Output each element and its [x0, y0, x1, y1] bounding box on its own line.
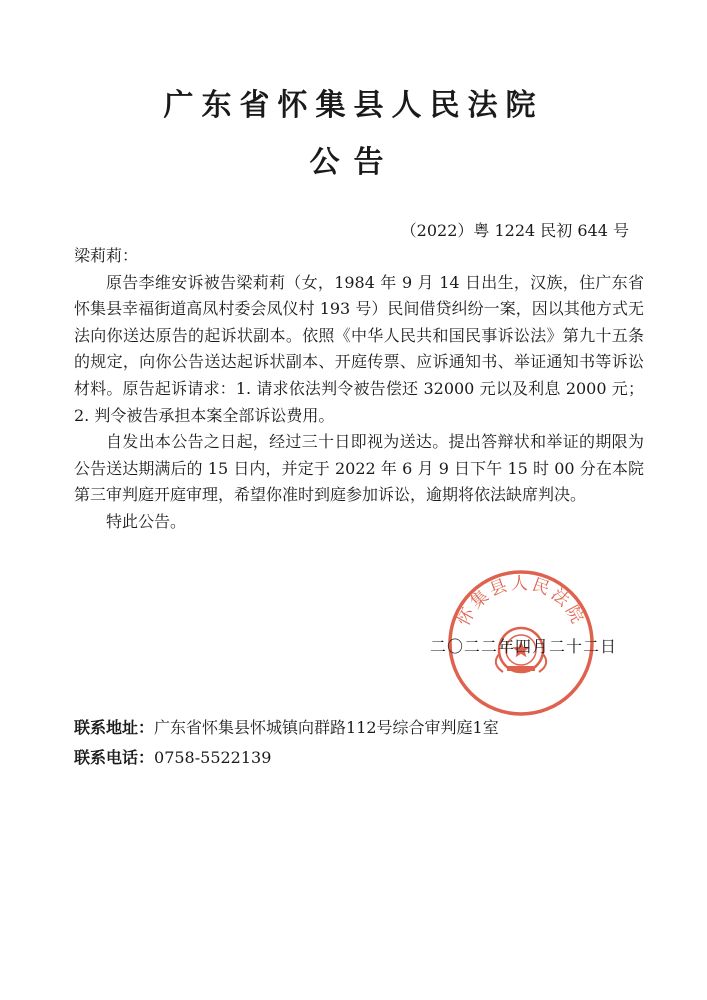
paragraph-claim: 原告李维安诉被告梁莉莉（女，1984 年 9 月 14 日出生，汉族，住广东省怀集县幸福街道高凤村委会凤仪村 193 号）民间借贷纠纷一案，因以其他方式无法向你送达原告的起诉状副本。依照《中华人民共和国民事诉讼法》第九十五条的规定，向你公告送达起诉状副本、开庭传票、应诉通知书、举证通知书等诉讼材料。原告起诉请求：1. 请求依法判令被告偿还 32000 元以及利息 2000 元；2. 判令被告承担本案全部诉讼费用。: [74, 272, 644, 425]
svg-text:怀集县人民法院: 怀集县人民法院: [453, 573, 589, 630]
court-name-title: 广东省怀集县人民法院: [163, 88, 544, 123]
paragraph-schedule: 自发出本公告之日起，经过三十日即视为送达。提出答辩状和举证的期限为公告送达期满后的 15 日内，并定于 2022 年 6 月 9 日下午 15 时 00 分在本院第三审判庭开庭审理，希望你准时到庭参加诉讼，逾期将依法缺席判决。: [74, 432, 644, 505]
contact-phone: [74, 745, 271, 768]
contact-phone-label: 联系电话：: [74, 748, 155, 767]
contact-address-value: 广东省怀集县怀城镇向群路112号综合审判庭1室: [154, 718, 499, 737]
document-type-title: 公告: [309, 145, 398, 180]
paragraph-closing: 特此公告。: [106, 511, 187, 531]
case-number: （2022）粤 1224 民初 644 号: [400, 221, 629, 240]
notice-body: [74, 243, 644, 536]
notice-date: 二〇二二年四月二十二日: [430, 637, 618, 656]
contact-address: [74, 715, 499, 738]
addressee: 梁莉莉：: [74, 246, 139, 265]
contact-address-label: 联系地址：: [74, 718, 155, 737]
contact-phone-value: 0758-5522139: [154, 748, 272, 767]
